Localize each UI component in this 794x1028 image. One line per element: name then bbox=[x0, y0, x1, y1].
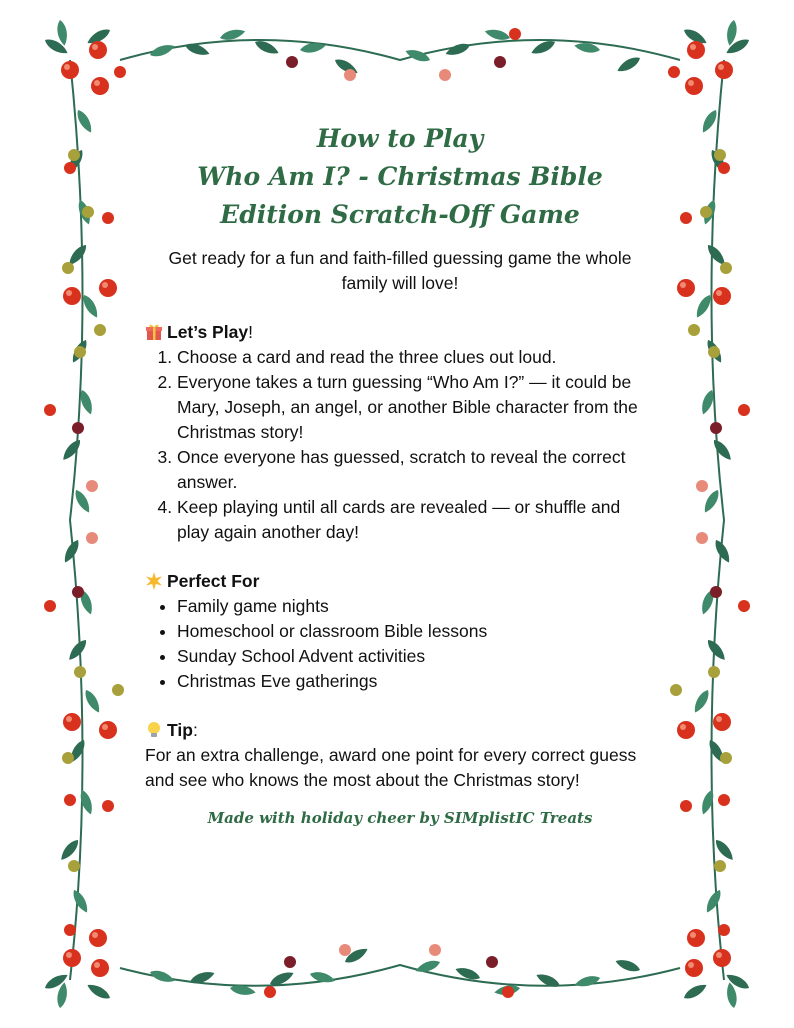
lets-play-heading bbox=[145, 320, 655, 345]
title-line-3: Edition Scratch-Off Game bbox=[220, 200, 580, 229]
star-icon bbox=[145, 572, 163, 590]
corner-cluster-top-right bbox=[668, 19, 751, 95]
left-vine bbox=[44, 60, 124, 980]
list-item: 4. Keep playing until all cards are revealed — or shuffle and play again another day! bbox=[177, 495, 655, 545]
perfect-for-heading bbox=[145, 569, 655, 594]
title-line-2: Who Am I? - Christmas Bible bbox=[197, 162, 603, 191]
corner-cluster-top-left bbox=[43, 19, 126, 95]
lets-play-punct: ! bbox=[248, 322, 253, 342]
tip-punct: : bbox=[192, 720, 198, 740]
lightbulb-icon bbox=[145, 721, 163, 739]
corner-cluster-bottom-right bbox=[682, 924, 752, 1009]
list-item: • Christmas Eve gatherings bbox=[177, 669, 655, 694]
gift-icon bbox=[145, 323, 163, 341]
page-title bbox=[145, 120, 655, 234]
steps-list bbox=[145, 345, 655, 545]
list-item: • Sunday School Advent activities bbox=[177, 644, 655, 669]
right-vine bbox=[670, 60, 750, 980]
corner-cluster-bottom-left bbox=[43, 924, 113, 1009]
list-item: 3. Once everyone has guessed, scratch to reveal the correct answer. bbox=[177, 445, 655, 495]
top-vine bbox=[120, 27, 680, 81]
instructions-content bbox=[145, 120, 655, 827]
intro-text: Get ready for a fun and faith-filled guessing game the whole family will love! bbox=[168, 248, 632, 293]
perfect-for-list bbox=[145, 594, 655, 694]
title-line-1: How to Play bbox=[316, 124, 484, 153]
footer-credit: Made with holiday cheer by SIMplistIC Treats bbox=[207, 809, 593, 827]
lets-play-label: Let’s Play bbox=[167, 322, 249, 342]
list-item: • Family game nights bbox=[177, 594, 655, 619]
list-item: 2. Everyone takes a turn guessing “Who Am I?” — it could be Mary, Joseph, an angel, or another Bible character from the Christmas story! bbox=[177, 370, 655, 445]
list-item: • Homeschool or classroom Bible lessons bbox=[177, 619, 655, 644]
tip-text: For an extra challenge, award one point for every correct guess and see who knows the most about the Christmas story! bbox=[145, 745, 637, 790]
bottom-vine bbox=[120, 944, 680, 998]
tip-label: Tip bbox=[167, 720, 193, 740]
tip-heading bbox=[145, 718, 655, 743]
list-item: 1. Choose a card and read the three clues out loud. bbox=[177, 345, 655, 370]
perfect-for-label: Perfect For bbox=[167, 571, 260, 591]
